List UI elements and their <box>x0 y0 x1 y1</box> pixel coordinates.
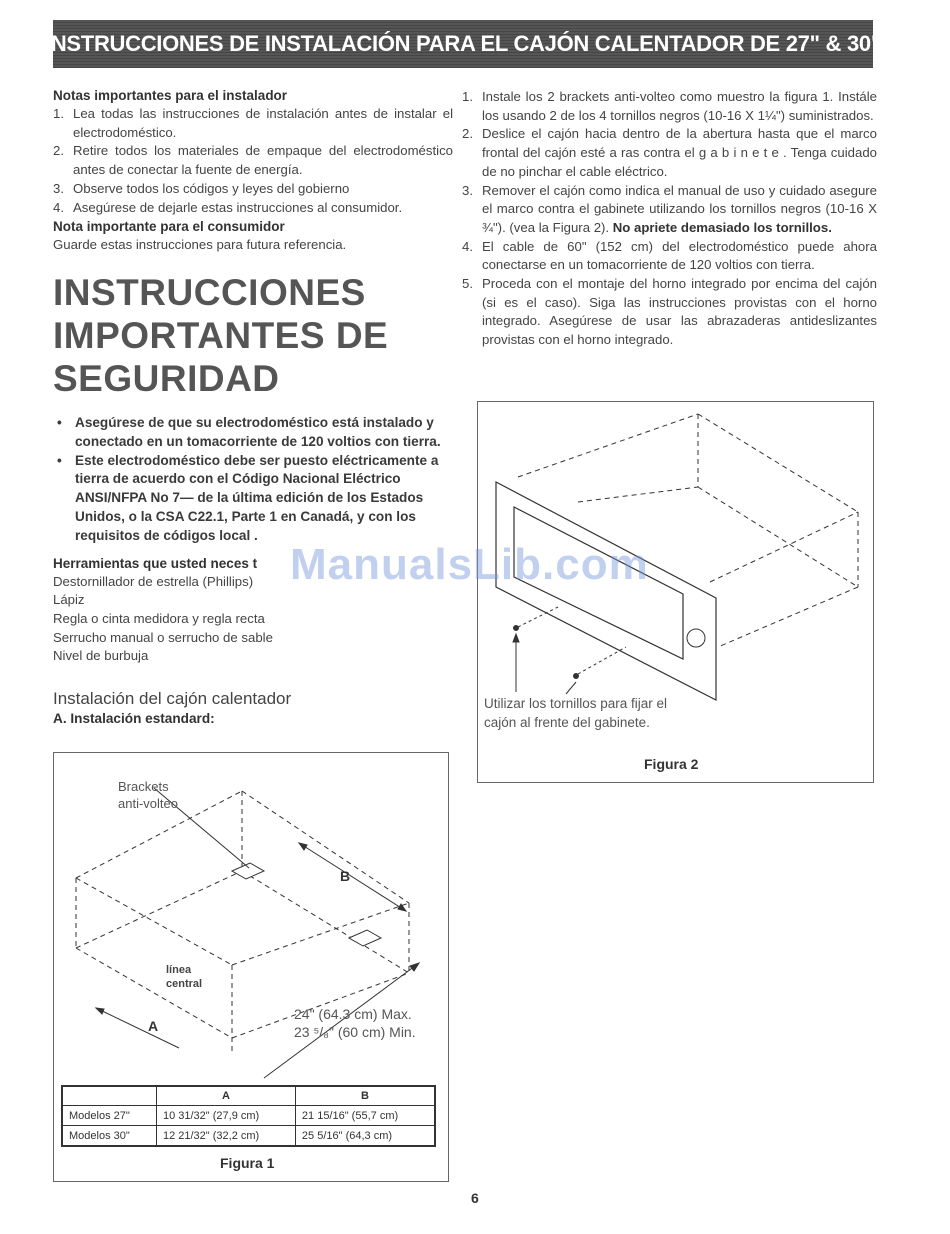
list-item <box>53 105 453 142</box>
table-header-cell: A <box>156 1086 295 1106</box>
item-text: Observe todos los códigos y leyes del gobierno <box>73 180 350 196</box>
tool-item: Serrucho manual o serrucho de sable <box>53 629 273 645</box>
table-row <box>62 1126 435 1147</box>
centerline-label-1: línea <box>166 964 192 976</box>
consumer-note-heading: Nota importante para el consumidor <box>53 219 285 235</box>
table-cell: Modelos 30" <box>62 1126 156 1147</box>
centerline-label-2: central <box>166 978 203 990</box>
dimension-b-label: B <box>340 868 351 884</box>
watermark-logo: ManualsLib.com <box>290 540 649 589</box>
tools-heading: Herramientas que usted neces t <box>53 555 258 571</box>
step-text: Remover el cajón como indica el manual de uso y cuidado asegure el marco contra el gabinete utilizando los tornillos negros (10-16 X ¾"). (vea la Figura 2). <box>482 182 877 235</box>
step-warning: No apriete demasiado los tornillos. <box>612 219 832 235</box>
tool-item: Lápiz <box>53 592 85 608</box>
consumer-note-text: Guarde estas instrucciones para futura referencia. <box>53 237 347 253</box>
bullet-item <box>53 414 453 452</box>
table-cell: 25 5/16" (64,3 cm) <box>295 1126 435 1147</box>
bullet-text: Asegúrese de que su electrodoméstico está instalado y conectado en un tomacorriente de 120 voltios con tierra. <box>75 414 441 449</box>
table-header-cell <box>62 1086 156 1106</box>
step-item <box>462 238 877 275</box>
item-text: Retire todos los materiales de empaque del electrodoméstico antes de conectar la fuente de energía. <box>73 143 453 178</box>
step-item <box>462 88 877 125</box>
dimensions-table <box>61 1085 436 1147</box>
figure-2-caption: Figura 2 <box>644 756 699 772</box>
figure-1 <box>53 752 449 1182</box>
dimension-a-label: A <box>148 1018 159 1034</box>
safety-title-line: INSTRUCCIONES <box>53 271 366 313</box>
item-number: 4. <box>53 199 64 215</box>
figure-2-note <box>484 694 667 732</box>
dimension-max-label: 24" (64.3 cm) Max. <box>294 1006 412 1022</box>
item-number: 3. <box>53 180 64 196</box>
installation-steps <box>462 88 877 350</box>
step-text: Deslice el cajón hacia dentro de la abertura hasta que el marco frontal del cajón esté a ras contra el g a b i n e t e . Tenga cuidado de no pinchar el cable eléctrico. <box>482 126 877 179</box>
bullet-item <box>53 452 453 546</box>
step-number: 4. <box>462 238 473 254</box>
step-number: 3. <box>462 182 473 198</box>
step-number: 1. <box>462 89 473 104</box>
dimension-min-label: 23 ⁵/₈" (60 cm) Min. <box>294 1024 416 1040</box>
tool-item: Destornillador de estrella (Phillips) <box>53 573 254 589</box>
step-item <box>462 182 877 238</box>
left-column <box>53 86 453 728</box>
figure-2 <box>477 401 874 783</box>
table-row <box>62 1106 435 1126</box>
tool-item: Regla o cinta medidora y regla recta <box>53 610 265 626</box>
tool-item: Nivel de burbuja <box>53 648 149 664</box>
installer-notes-heading: Notas importantes para el instalador <box>53 88 288 103</box>
safety-title-line: IMPORTANTES DE <box>53 314 389 356</box>
table-cell: Modelos 27" <box>62 1106 156 1126</box>
list-item <box>53 142 453 179</box>
table-header-cell: B <box>295 1086 435 1106</box>
brackets-label-1: Brackets <box>118 779 169 794</box>
right-column <box>462 88 877 350</box>
bullet-text: Este electrodoméstico debe ser puesto eléctricamente a tierra de acuerdo con el Código Nacional Eléctrico ANSI/NFPA No 7— de la última edición de los Estados Unidos, o la CSA C22.1, Parte 1 en Canadá, y con los requisitos de códigos local . <box>75 452 439 543</box>
step-item <box>462 125 877 181</box>
step-number: 5. <box>462 276 473 292</box>
figure-1-diagram <box>54 753 448 1083</box>
installer-notes-list <box>53 105 453 217</box>
list-item <box>53 180 453 199</box>
list-item <box>53 199 453 218</box>
table-cell: 10 31/32" (27,9 cm) <box>156 1106 295 1126</box>
item-text: Lea todas las instrucciones de instalación antes de instalar el electrodoméstico. <box>73 106 453 140</box>
step-item <box>462 275 877 350</box>
figure-2-note-line: Utilizar los tornillos para fijar el <box>484 696 668 711</box>
safety-title <box>53 271 453 400</box>
step-text: Instale los 2 brackets anti-volteo como muestro la figura 1. Instále los usando 2 de los 4 tornillos negros (10-16 X 1¼") suministrados. <box>482 89 877 123</box>
item-text: Asegúrese de dejarle estas instrucciones al consumidor. <box>73 199 403 215</box>
figure-2-note-line: cajón al frente del gabinete. <box>484 715 650 730</box>
page-banner <box>45 20 881 68</box>
installation-title: Instalación del cajón calentador <box>53 689 292 709</box>
banner-title: INSTRUCCIONES DE INSTALACIÓN PARA EL CAJÓN CALENTADOR DE 27" & 30" <box>45 31 881 56</box>
figure-2-diagram <box>478 402 873 702</box>
item-number: 2. <box>53 143 64 159</box>
table-header-row <box>62 1086 435 1106</box>
step-number: 2. <box>462 126 473 142</box>
step-text: Proceda con el montaje del horno integrado por encima del cajón (si es el caso). Siga las instrucciones provistas con el horno integrado. Asegúrese de usar las abrazaderas antideslizantes provistas con el horno integrado. <box>482 276 877 348</box>
bullet-icon: • <box>57 414 62 430</box>
installation-subtitle: A. Instalación estandard: <box>53 711 215 727</box>
table-cell: 21 15/16" (55,7 cm) <box>295 1106 435 1126</box>
step-text: El cable de 60" (152 cm) del electrodoméstico puede ahora conectarse en un tomacorriente de 120 voltios con tierra. <box>482 238 877 273</box>
page-number: 6 <box>471 1190 479 1206</box>
safety-title-line: SEGURIDAD <box>53 357 280 399</box>
safety-bullets <box>53 414 453 546</box>
table-cell: 12 21/32" (32,2 cm) <box>156 1126 295 1147</box>
item-number: 1. <box>53 106 64 121</box>
brackets-label-2: anti-volteo <box>118 796 178 811</box>
figure-1-caption: Figura 1 <box>220 1155 275 1171</box>
tools-section <box>53 554 453 667</box>
bullet-icon: • <box>57 452 62 468</box>
